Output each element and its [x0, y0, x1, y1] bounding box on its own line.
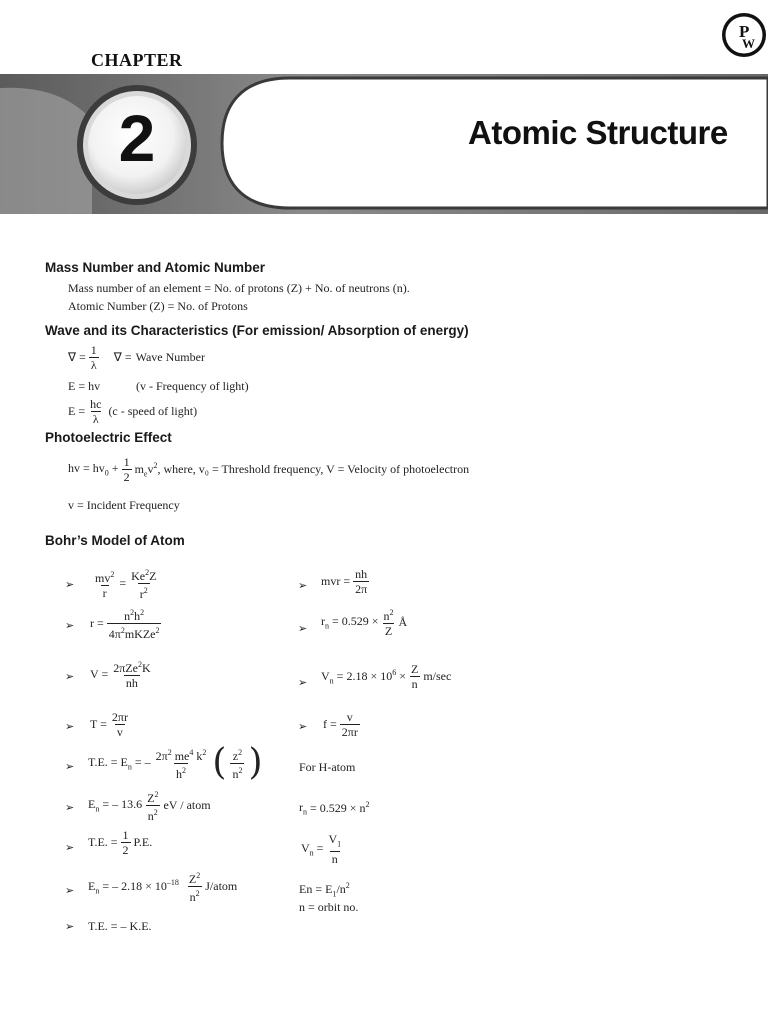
unit-ev-atom: eV / atom	[163, 798, 211, 812]
formula-vn-h-atom: $V_n$ = $\frac{V_1}{n}$	[301, 832, 342, 867]
formula-frequency: f = $\frac{v}{2\pi r}$	[323, 710, 358, 739]
bullet-arrow-icon: ➢	[65, 801, 75, 814]
formula-e-hc-note: (c - speed of light)	[108, 404, 198, 418]
formula-en-joule: $E_n$ = – $2.18 \times 10^{-18}$ $\frac{Z^2}{n^2}$ J/atom	[88, 871, 238, 904]
wavenumber-label: Wave Number	[135, 350, 205, 364]
bullet-arrow-icon: ➢	[65, 920, 75, 933]
unit-m-sec: m/sec	[423, 669, 452, 683]
chapter-label: CHAPTER	[91, 50, 183, 70]
formula-rn: $r_n = 0.529$ × $\frac{n^2}{Z}$ Å	[321, 608, 408, 638]
formula-total-energy: T.E. = $E_n$ = – $\frac{2\pi^2 me^4 k^2}{h^2}$ ( $\frac{z^2}{n^2}$ )	[88, 742, 263, 783]
formula-velocity: V = $\frac{2\pi Ze^2K}{nh}$	[90, 660, 151, 690]
formula-centripetal: $\frac{mv^2}{r}$ = $\frac{Ke^2Z}{r^2}$	[95, 568, 157, 601]
formula-time-period: T = $\frac{2\pi r}{v}$	[90, 710, 128, 739]
chapter-number: 2	[118, 101, 156, 175]
heading-mass-number: Mass Number and Atomic Number	[45, 260, 266, 275]
bullet-arrow-icon: ➢	[298, 622, 308, 635]
formula-e-hv: E = hv	[68, 379, 101, 393]
bullet-arrow-icon: ➢	[65, 670, 75, 683]
formula-e-hv-note: (v - Frequency of light)	[136, 379, 249, 393]
mass-number-definition: Mass number of an element = No. of protons (Z) + No. of neutrons (n).	[68, 281, 410, 295]
bullet-arrow-icon: ➢	[65, 760, 75, 773]
label-for-h-atom: For H-atom	[299, 760, 356, 774]
bullet-arrow-icon: ➢	[65, 578, 75, 591]
heading-photoelectric: Photoelectric Effect	[45, 430, 172, 445]
bullet-arrow-icon: ➢	[65, 619, 75, 632]
bullet-arrow-icon: ➢	[298, 579, 308, 592]
bullet-arrow-icon: ➢	[65, 884, 75, 897]
formula-en-ev: $E_n$ = – 13.6 $\frac{Z^2}{n^2}$ eV / atom	[88, 790, 211, 823]
formula-en-e1: $En = E_1/n^2$	[299, 881, 350, 899]
bullet-arrow-icon: ➢	[65, 841, 75, 854]
photoelectric-description: where, v₀ = Threshold frequency, V = Velocity of photoelectron	[163, 462, 470, 476]
bullet-arrow-icon: ➢	[298, 720, 308, 733]
label-orbit-no: n = orbit no.	[299, 900, 359, 914]
svg-text:P: P	[739, 22, 750, 41]
formula-photoelectric: hv = $hv_0$ + $\frac{1}{2}$ $m_ev^2$, where, v₀ = Threshold frequency, V = Velocity of photoelectron	[68, 455, 470, 484]
svg-text:W: W	[742, 36, 755, 51]
formula-rn-h-atom: $r_n$ = $0.529 \times n^2$	[299, 800, 370, 817]
formula-te-ke: T.E. = – K.E.	[88, 919, 152, 933]
formula-vn: $V_n = 2.18 \times 10^6$ × $\frac{Z}{n}$ m/sec	[321, 662, 452, 691]
formula-e-hc: E = $\frac{hc}{\lambda}$ (c - speed of light)	[68, 397, 198, 426]
bullet-arrow-icon: ➢	[65, 720, 75, 733]
unit-j-atom: J/atom	[205, 879, 238, 893]
pw-logo-icon	[721, 12, 767, 58]
heading-wave: Wave and its Characteristics (For emission/ Absorption of energy)	[45, 323, 469, 338]
formula-radius: r = $\frac{n^2h^2}{4\pi^2mKZe^2}$	[90, 608, 160, 641]
heading-bohr-model: Bohr’s Model of Atom	[45, 533, 185, 548]
incident-frequency: v = Incident Frequency	[68, 498, 180, 512]
bullet-arrow-icon: ➢	[298, 676, 308, 689]
label-pe: P.E.	[133, 835, 153, 849]
formula-te-pe: T.E. = $\frac{1}{2}$ P.E.	[88, 828, 153, 857]
atomic-number-definition: Atomic Number (Z) = No. of Protons	[68, 299, 248, 313]
formula-angular-momentum: mvr = $\frac{nh}{2\pi}$	[321, 567, 368, 596]
formula-wavenumber: ∇ = $\frac{1}{\lambda}$ ∇ = Wave Number	[68, 343, 205, 372]
chapter-title: Atomic Structure	[468, 114, 728, 151]
